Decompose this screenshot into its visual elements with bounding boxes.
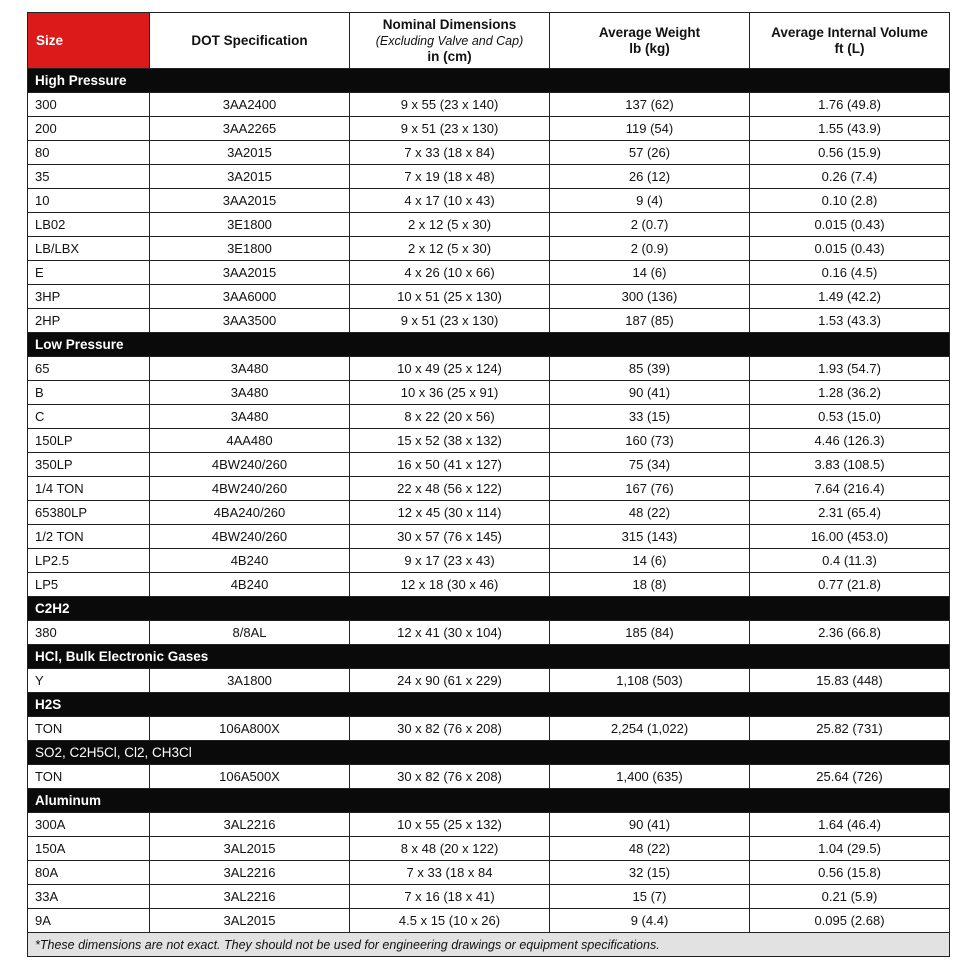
dimensions-cell: 30 x 57 (76 x 145) <box>350 525 550 549</box>
table-row <box>28 405 950 429</box>
dot-spec-cell: 3E1800 <box>150 213 350 237</box>
dot-spec-cell: 3AL2216 <box>150 861 350 885</box>
dimensions-cell: 7 x 16 (18 x 41) <box>350 885 550 909</box>
table-row <box>28 669 950 693</box>
size-cell: 33A <box>28 885 150 909</box>
size-cell: Y <box>28 669 150 693</box>
size-cell: B <box>28 381 150 405</box>
weight-cell: 15 (7) <box>550 885 750 909</box>
dimensions-cell: 10 x 55 (25 x 132) <box>350 813 550 837</box>
dot-spec-cell: 3AL2216 <box>150 813 350 837</box>
weight-cell: 33 (15) <box>550 405 750 429</box>
dot-spec-cell: 3AA2015 <box>150 189 350 213</box>
dimensions-cell: 2 x 12 (5 x 30) <box>350 213 550 237</box>
table-row <box>28 885 950 909</box>
dimensions-cell: 7 x 19 (18 x 48) <box>350 165 550 189</box>
weight-cell: 32 (15) <box>550 861 750 885</box>
header-row <box>28 13 950 69</box>
group-title: Aluminum <box>28 789 950 813</box>
group-header-row <box>28 645 950 669</box>
weight-cell: 185 (84) <box>550 621 750 645</box>
cylinder-spec-table <box>27 12 950 957</box>
dot-spec-cell: 3AA2015 <box>150 261 350 285</box>
weight-cell: 9 (4.4) <box>550 909 750 933</box>
table-row <box>28 573 950 597</box>
dimensions-cell: 12 x 45 (30 x 114) <box>350 501 550 525</box>
header-dims-subtitle: (Excluding Valve and Cap) <box>375 33 524 48</box>
table-row <box>28 453 950 477</box>
table-row <box>28 477 950 501</box>
table-row <box>28 141 950 165</box>
table-row <box>28 237 950 261</box>
weight-cell: 315 (143) <box>550 525 750 549</box>
group-header-row <box>28 693 950 717</box>
size-cell: 150A <box>28 837 150 861</box>
dot-spec-cell: 3A2015 <box>150 141 350 165</box>
volume-cell: 0.56 (15.8) <box>750 861 950 885</box>
footnote-row <box>28 933 950 957</box>
volume-cell: 1.93 (54.7) <box>750 357 950 381</box>
volume-cell: 1.04 (29.5) <box>750 837 950 861</box>
table-row <box>28 621 950 645</box>
table-row <box>28 909 950 933</box>
weight-cell: 48 (22) <box>550 837 750 861</box>
dimensions-cell: 10 x 36 (25 x 91) <box>350 381 550 405</box>
dot-spec-cell: 4B240 <box>150 573 350 597</box>
dimensions-cell: 8 x 48 (20 x 122) <box>350 837 550 861</box>
volume-cell: 2.31 (65.4) <box>750 501 950 525</box>
table-row <box>28 501 950 525</box>
volume-cell: 0.53 (15.0) <box>750 405 950 429</box>
volume-cell: 0.015 (0.43) <box>750 213 950 237</box>
table-body <box>28 69 950 957</box>
table-row <box>28 117 950 141</box>
dimensions-cell: 8 x 22 (20 x 56) <box>350 405 550 429</box>
weight-cell: 90 (41) <box>550 381 750 405</box>
size-cell: 10 <box>28 189 150 213</box>
dimensions-cell: 9 x 51 (23 x 130) <box>350 309 550 333</box>
footnote: *These dimensions are not exact. They should not be used for engineering drawings or equipment specifications. <box>28 933 950 957</box>
size-cell: LB02 <box>28 213 150 237</box>
group-header-row <box>28 789 950 813</box>
dimensions-cell: 15 x 52 (38 x 132) <box>350 429 550 453</box>
dimensions-cell: 4.5 x 15 (10 x 26) <box>350 909 550 933</box>
size-cell: 9A <box>28 909 150 933</box>
dimensions-cell: 7 x 33 (18 x 84) <box>350 141 550 165</box>
volume-cell: 3.83 (108.5) <box>750 453 950 477</box>
group-title: High Pressure <box>28 69 950 93</box>
weight-cell: 18 (8) <box>550 573 750 597</box>
volume-cell: 0.56 (15.9) <box>750 141 950 165</box>
header-average-weight <box>550 13 750 69</box>
size-cell: 350LP <box>28 453 150 477</box>
weight-cell: 300 (136) <box>550 285 750 309</box>
header-size: Size <box>28 13 150 69</box>
dot-spec-cell: 3AA6000 <box>150 285 350 309</box>
weight-cell: 9 (4) <box>550 189 750 213</box>
dot-spec-cell: 3A480 <box>150 405 350 429</box>
dot-spec-cell: 4BA240/260 <box>150 501 350 525</box>
header-volume-title: Average Internal Volume <box>771 24 928 40</box>
size-cell: 65380LP <box>28 501 150 525</box>
table-row <box>28 765 950 789</box>
size-cell: C <box>28 405 150 429</box>
volume-cell: 0.21 (5.9) <box>750 885 950 909</box>
group-title: Low Pressure <box>28 333 950 357</box>
dot-spec-cell: 4AA480 <box>150 429 350 453</box>
dimensions-cell: 12 x 18 (30 x 46) <box>350 573 550 597</box>
header-dims-title: Nominal Dimensions <box>382 16 517 32</box>
size-cell: TON <box>28 717 150 741</box>
volume-cell: 0.095 (2.68) <box>750 909 950 933</box>
header-average-volume <box>750 13 950 69</box>
dot-spec-cell: 106A800X <box>150 717 350 741</box>
size-cell: 1/4 TON <box>28 477 150 501</box>
group-header-row <box>28 597 950 621</box>
dot-spec-cell: 3E1800 <box>150 237 350 261</box>
weight-cell: 160 (73) <box>550 429 750 453</box>
group-title: H2S <box>28 693 950 717</box>
size-cell: LP5 <box>28 573 150 597</box>
header-nominal-dimensions <box>350 13 550 69</box>
dimensions-cell: 9 x 17 (23 x 43) <box>350 549 550 573</box>
table-row <box>28 285 950 309</box>
dot-spec-cell: 4BW240/260 <box>150 477 350 501</box>
dimensions-cell: 24 x 90 (61 x 229) <box>350 669 550 693</box>
dimensions-cell: 9 x 55 (23 x 140) <box>350 93 550 117</box>
volume-cell: 1.55 (43.9) <box>750 117 950 141</box>
table-row <box>28 813 950 837</box>
size-cell: 380 <box>28 621 150 645</box>
size-cell: 300A <box>28 813 150 837</box>
dimensions-cell: 9 x 51 (23 x 130) <box>350 117 550 141</box>
volume-cell: 15.83 (448) <box>750 669 950 693</box>
group-header-row <box>28 69 950 93</box>
size-cell: 80 <box>28 141 150 165</box>
weight-cell: 187 (85) <box>550 309 750 333</box>
volume-cell: 0.10 (2.8) <box>750 189 950 213</box>
volume-cell: 1.28 (36.2) <box>750 381 950 405</box>
weight-cell: 167 (76) <box>550 477 750 501</box>
volume-cell: 1.64 (46.4) <box>750 813 950 837</box>
size-cell: LP2.5 <box>28 549 150 573</box>
dot-spec-cell: 3A480 <box>150 381 350 405</box>
group-header-row <box>28 333 950 357</box>
table-row <box>28 837 950 861</box>
size-cell: E <box>28 261 150 285</box>
header-volume-unit: ft (L) <box>834 40 865 56</box>
size-cell: 2HP <box>28 309 150 333</box>
size-cell: 200 <box>28 117 150 141</box>
dimensions-cell: 16 x 50 (41 x 127) <box>350 453 550 477</box>
dot-spec-cell: 3AA2400 <box>150 93 350 117</box>
table-row <box>28 717 950 741</box>
dot-spec-cell: 3AL2015 <box>150 837 350 861</box>
volume-cell: 1.76 (49.8) <box>750 93 950 117</box>
weight-cell: 26 (12) <box>550 165 750 189</box>
volume-cell: 16.00 (453.0) <box>750 525 950 549</box>
volume-cell: 4.46 (126.3) <box>750 429 950 453</box>
table-row <box>28 261 950 285</box>
weight-cell: 2,254 (1,022) <box>550 717 750 741</box>
weight-cell: 137 (62) <box>550 93 750 117</box>
table-row <box>28 429 950 453</box>
table-row <box>28 861 950 885</box>
table-row <box>28 213 950 237</box>
volume-cell: 2.36 (66.8) <box>750 621 950 645</box>
weight-cell: 85 (39) <box>550 357 750 381</box>
dimensions-cell: 22 x 48 (56 x 122) <box>350 477 550 501</box>
volume-cell: 7.64 (216.4) <box>750 477 950 501</box>
table-row <box>28 525 950 549</box>
weight-cell: 1,108 (503) <box>550 669 750 693</box>
volume-cell: 0.16 (4.5) <box>750 261 950 285</box>
dot-spec-cell: 3AL2216 <box>150 885 350 909</box>
dimensions-cell: 12 x 41 (30 x 104) <box>350 621 550 645</box>
cylinder-spec-table-container <box>27 12 949 957</box>
size-cell: 150LP <box>28 429 150 453</box>
dot-spec-cell: 4BW240/260 <box>150 453 350 477</box>
group-title: SO2, C2H5Cl, Cl2, CH3Cl <box>28 741 950 765</box>
volume-cell: 0.77 (21.8) <box>750 573 950 597</box>
volume-cell: 0.015 (0.43) <box>750 237 950 261</box>
group-header-row <box>28 741 950 765</box>
header-weight-unit: lb (kg) <box>629 40 670 56</box>
weight-cell: 2 (0.9) <box>550 237 750 261</box>
size-cell: 1/2 TON <box>28 525 150 549</box>
table-row <box>28 549 950 573</box>
dimensions-cell: 10 x 51 (25 x 130) <box>350 285 550 309</box>
dimensions-cell: 4 x 26 (10 x 66) <box>350 261 550 285</box>
group-title: HCl, Bulk Electronic Gases <box>28 645 950 669</box>
weight-cell: 119 (54) <box>550 117 750 141</box>
weight-cell: 14 (6) <box>550 549 750 573</box>
volume-cell: 25.82 (731) <box>750 717 950 741</box>
header-dot-spec: DOT Specification <box>150 13 350 69</box>
dot-spec-cell: 3AA3500 <box>150 309 350 333</box>
table-row <box>28 381 950 405</box>
header-dims-unit: in (cm) <box>427 48 472 64</box>
dimensions-cell: 10 x 49 (25 x 124) <box>350 357 550 381</box>
dot-spec-cell: 4BW240/260 <box>150 525 350 549</box>
weight-cell: 14 (6) <box>550 261 750 285</box>
dot-spec-cell: 3A480 <box>150 357 350 381</box>
weight-cell: 57 (26) <box>550 141 750 165</box>
dot-spec-cell: 4B240 <box>150 549 350 573</box>
size-cell: 3HP <box>28 285 150 309</box>
table-row <box>28 357 950 381</box>
weight-cell: 75 (34) <box>550 453 750 477</box>
table-row <box>28 165 950 189</box>
dot-spec-cell: 3A2015 <box>150 165 350 189</box>
dimensions-cell: 30 x 82 (76 x 208) <box>350 717 550 741</box>
dot-spec-cell: 8/8AL <box>150 621 350 645</box>
volume-cell: 0.26 (7.4) <box>750 165 950 189</box>
volume-cell: 25.64 (726) <box>750 765 950 789</box>
table-row <box>28 309 950 333</box>
weight-cell: 1,400 (635) <box>550 765 750 789</box>
volume-cell: 1.53 (43.3) <box>750 309 950 333</box>
weight-cell: 2 (0.7) <box>550 213 750 237</box>
size-cell: 300 <box>28 93 150 117</box>
size-cell: 35 <box>28 165 150 189</box>
dimensions-cell: 4 x 17 (10 x 43) <box>350 189 550 213</box>
dot-spec-cell: 3AA2265 <box>150 117 350 141</box>
dot-spec-cell: 3A1800 <box>150 669 350 693</box>
group-title: C2H2 <box>28 597 950 621</box>
size-cell: 65 <box>28 357 150 381</box>
dimensions-cell: 2 x 12 (5 x 30) <box>350 237 550 261</box>
volume-cell: 1.49 (42.2) <box>750 285 950 309</box>
header-weight-title: Average Weight <box>598 24 701 40</box>
size-cell: TON <box>28 765 150 789</box>
size-cell: LB/LBX <box>28 237 150 261</box>
table-row <box>28 189 950 213</box>
dimensions-cell: 30 x 82 (76 x 208) <box>350 765 550 789</box>
dimensions-cell: 7 x 33 (18 x 84 <box>350 861 550 885</box>
size-cell: 80A <box>28 861 150 885</box>
dot-spec-cell: 3AL2015 <box>150 909 350 933</box>
weight-cell: 90 (41) <box>550 813 750 837</box>
weight-cell: 48 (22) <box>550 501 750 525</box>
volume-cell: 0.4 (11.3) <box>750 549 950 573</box>
dot-spec-cell: 106A500X <box>150 765 350 789</box>
table-row <box>28 93 950 117</box>
